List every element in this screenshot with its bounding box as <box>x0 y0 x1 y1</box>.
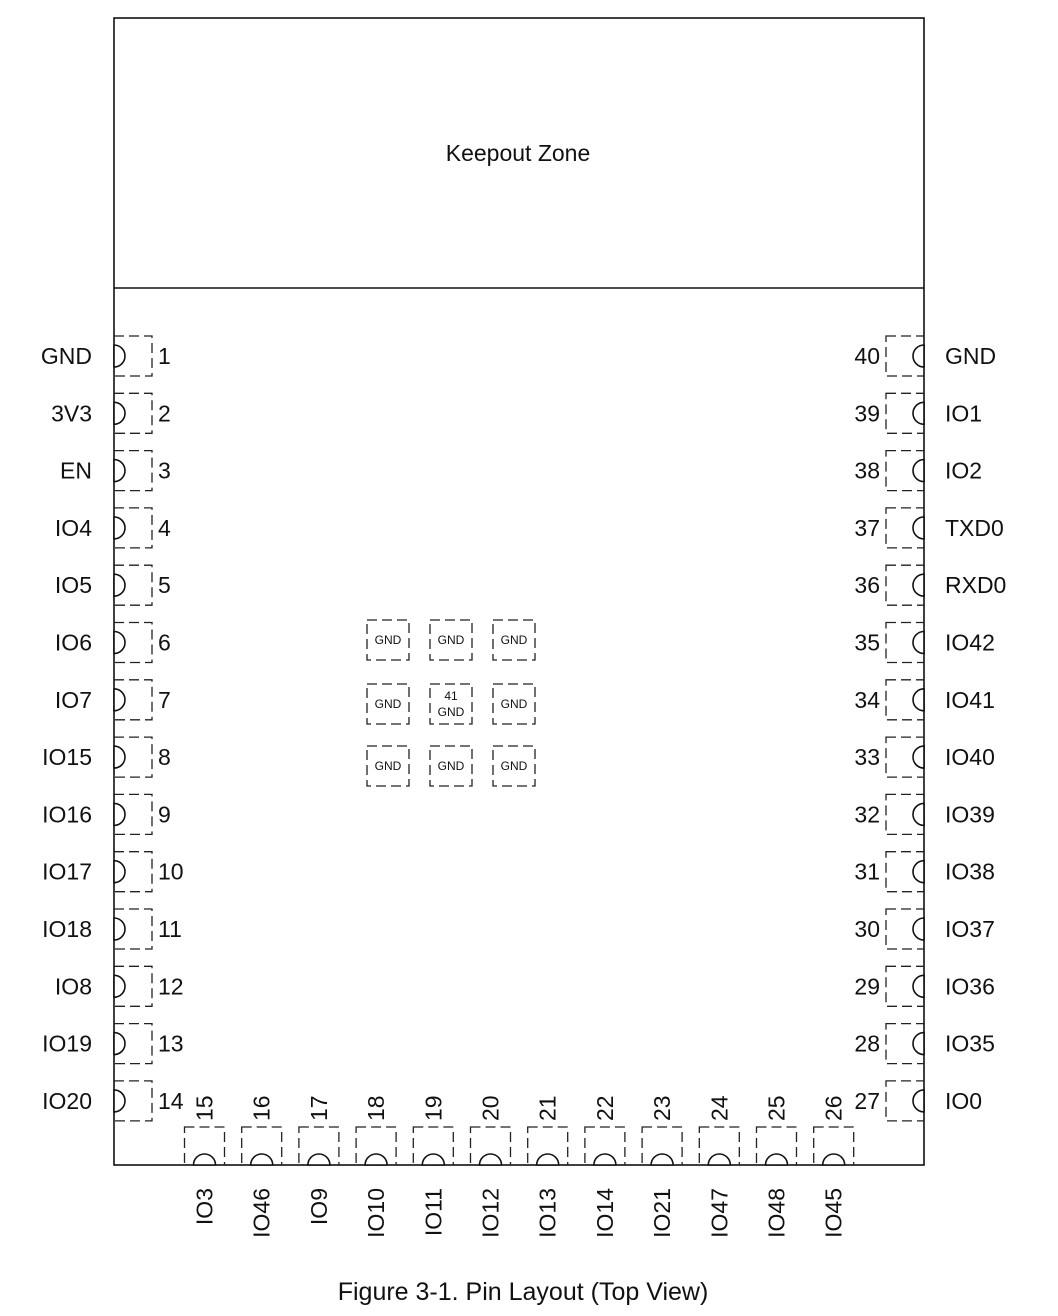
castellation-icon <box>114 803 125 825</box>
pin-name-label: EN <box>60 457 92 484</box>
castellation-icon <box>913 632 924 654</box>
bottom-pin <box>471 1095 511 1237</box>
left-pin <box>55 623 171 663</box>
castellation-icon <box>913 1033 924 1055</box>
pin-number-label: 15 <box>191 1095 218 1121</box>
bottom-pin <box>242 1095 282 1237</box>
figure-caption: Figure 3-1. Pin Layout (Top View) <box>337 1278 709 1306</box>
castellation-icon <box>913 689 924 711</box>
castellation-icon <box>913 803 924 825</box>
castellation-icon <box>651 1154 673 1165</box>
castellation-icon <box>308 1154 330 1165</box>
right-pin <box>854 1081 982 1121</box>
bottom-pin <box>814 1095 854 1237</box>
castellation-icon <box>537 1154 559 1165</box>
pin-name-label: IO12 <box>477 1188 504 1238</box>
pin-name-label: IO21 <box>649 1188 676 1238</box>
castellation-icon <box>913 402 924 424</box>
pin-name-label: IO42 <box>945 629 995 656</box>
pin-name-label: IO13 <box>534 1188 561 1238</box>
pin-number-label: 9 <box>158 801 171 828</box>
ground-pad <box>430 620 472 660</box>
pin-name-label: TXD0 <box>945 514 1004 541</box>
castellation-icon <box>913 460 924 482</box>
ground-pad-grid <box>367 620 535 786</box>
bottom-pin <box>185 1095 225 1225</box>
ground-pad <box>493 746 535 786</box>
left-pin <box>55 565 171 605</box>
pin-name-label: IO3 <box>191 1188 218 1226</box>
pin-number-label: 5 <box>158 572 171 599</box>
pin-number-label: 1 <box>158 343 171 369</box>
pin-name-label: GND <box>945 343 997 369</box>
pin-number-label: 32 <box>854 801 880 828</box>
pin-number-label: 3 <box>158 457 171 484</box>
pad-label: GND <box>374 759 402 773</box>
pin-number-label: 38 <box>854 457 880 484</box>
pad-label: GND <box>374 633 402 647</box>
pin-number-label: 35 <box>854 629 880 656</box>
pin-number-label: 17 <box>305 1095 332 1121</box>
pin-name-label: IO10 <box>363 1188 390 1238</box>
pin-name-label: IO0 <box>945 1087 983 1114</box>
left-pin <box>42 1081 184 1121</box>
pin-number-label: 20 <box>477 1095 504 1121</box>
castellation-icon <box>365 1154 387 1165</box>
castellation-icon <box>114 345 125 367</box>
pin-name-label: IO1 <box>945 400 983 427</box>
left-pin <box>42 909 182 949</box>
bottom-pin-row <box>185 1095 854 1238</box>
pin-name-label: IO48 <box>763 1188 790 1238</box>
castellation-icon <box>114 460 125 482</box>
left-pin <box>51 393 171 433</box>
castellation-icon <box>114 746 125 768</box>
pin-number-label: 4 <box>158 514 171 541</box>
castellation-icon <box>114 574 125 596</box>
left-pin-column <box>41 336 184 1121</box>
pin-number-label: 13 <box>158 1030 184 1057</box>
pad-label: GND <box>500 759 528 773</box>
pin-name-label: IO7 <box>54 686 92 713</box>
bottom-pin <box>528 1095 568 1237</box>
bottom-pin <box>585 1095 625 1237</box>
pin-number-label: 12 <box>158 973 184 1000</box>
pin-number-label: 10 <box>158 858 184 885</box>
castellation-icon <box>594 1154 616 1165</box>
castellation-icon <box>114 632 125 654</box>
castellation-icon <box>114 1033 125 1055</box>
pin-number-label: 37 <box>854 514 880 541</box>
castellation-icon <box>913 517 924 539</box>
pin-name-label: IO14 <box>591 1188 618 1238</box>
pad-label: GND <box>437 759 465 773</box>
right-pin <box>854 451 982 491</box>
module-body <box>114 18 924 1165</box>
pin-number-label: 14 <box>158 1087 184 1114</box>
pad-label: GND <box>500 697 528 711</box>
pin-number-label: 22 <box>591 1095 618 1121</box>
castellation-icon <box>480 1154 502 1165</box>
pin-name-label: IO39 <box>945 801 995 828</box>
ground-pad <box>367 746 409 786</box>
left-pin <box>42 1024 183 1064</box>
right-pin <box>854 336 996 376</box>
pin-number-label: 25 <box>763 1095 790 1121</box>
pad-number-label: 41 <box>444 689 458 703</box>
ground-pad <box>430 684 472 724</box>
pin-name-label: IO9 <box>305 1188 332 1226</box>
ground-pad <box>367 620 409 660</box>
castellation-icon <box>823 1154 845 1165</box>
pad-label: GND <box>500 633 528 647</box>
bottom-pin <box>757 1095 797 1237</box>
bottom-pin <box>699 1095 739 1238</box>
castellation-icon <box>251 1154 273 1165</box>
pin-name-label: IO46 <box>248 1188 275 1238</box>
pad-label: GND <box>437 633 465 647</box>
pin-name-label: IO47 <box>706 1188 733 1238</box>
left-pin <box>55 966 184 1006</box>
pin-number-label: 21 <box>534 1095 561 1121</box>
pin-number-label: 23 <box>649 1095 676 1121</box>
pin-number-label: 31 <box>854 858 880 885</box>
ground-pad <box>367 684 409 724</box>
castellation-icon <box>913 918 924 940</box>
right-pin <box>854 393 982 433</box>
bottom-pin <box>642 1095 682 1237</box>
bottom-pin <box>356 1095 396 1237</box>
ground-pad <box>493 620 535 660</box>
pin-number-label: 30 <box>854 916 880 942</box>
right-pin <box>854 508 1003 548</box>
pin-name-label: IO2 <box>945 457 983 484</box>
ground-pad <box>430 746 472 786</box>
pin-name-label: IO6 <box>54 629 92 656</box>
pin-name-label: IO37 <box>945 916 995 942</box>
pin-name-label: IO36 <box>945 973 995 1000</box>
castellation-icon <box>913 861 924 883</box>
castellation-icon <box>114 517 125 539</box>
pin-number-label: 34 <box>854 686 880 713</box>
castellation-icon <box>913 574 924 596</box>
pin-name-label: IO11 <box>420 1188 447 1237</box>
left-pin <box>41 336 171 376</box>
pin-name-label: IO20 <box>42 1087 92 1114</box>
pin-name-label: RXD0 <box>945 572 1007 599</box>
pin-name-label: IO45 <box>820 1188 847 1238</box>
pin-number-label: 27 <box>854 1087 880 1114</box>
pin-name-label: IO38 <box>945 858 995 885</box>
castellation-icon <box>194 1154 216 1165</box>
pin-number-label: 28 <box>854 1030 880 1057</box>
pin-number-label: 16 <box>248 1095 275 1121</box>
pin-name-label: IO16 <box>42 801 92 828</box>
castellation-icon <box>114 1090 125 1112</box>
pad-label: GND <box>437 705 465 719</box>
pin-number-label: 33 <box>854 744 880 771</box>
pin-name-label: IO35 <box>945 1030 995 1057</box>
pin-number-label: 40 <box>854 343 880 369</box>
pin-name-label: IO15 <box>42 744 92 771</box>
left-pin <box>55 508 171 548</box>
castellation-icon <box>913 1090 924 1112</box>
castellation-icon <box>114 689 125 711</box>
pin-name-label: IO17 <box>42 858 92 885</box>
pin-number-label: 6 <box>158 629 171 656</box>
pin-number-label: 39 <box>854 400 880 427</box>
pin-name-label: IO5 <box>54 572 92 599</box>
pin-name-label: IO4 <box>54 514 92 541</box>
pin-name-label: 3V3 <box>51 400 92 427</box>
pin-number-label: 18 <box>363 1095 390 1121</box>
castellation-icon <box>708 1154 730 1165</box>
pin-name-label: IO8 <box>54 973 92 1000</box>
left-pin <box>42 852 183 892</box>
pin-number-label: 24 <box>706 1095 733 1121</box>
left-pin <box>60 451 171 491</box>
castellation-icon <box>913 345 924 367</box>
castellation-icon <box>114 918 125 940</box>
keepout-zone-label: Keepout Zone <box>445 140 591 166</box>
pin-number-label: 7 <box>158 686 171 713</box>
pin-number-label: 11 <box>158 916 182 942</box>
pin-number-label: 26 <box>820 1095 847 1121</box>
pin-number-label: 2 <box>158 400 171 427</box>
pin-number-label: 29 <box>854 973 880 1000</box>
pin-number-label: 8 <box>158 744 171 771</box>
pin-name-label: GND <box>40 343 92 369</box>
castellation-icon <box>913 746 924 768</box>
pin-name-label: IO18 <box>42 916 92 942</box>
pin-name-label: IO19 <box>42 1030 92 1057</box>
ground-pad <box>493 684 535 724</box>
pin-name-label: IO41 <box>945 686 995 713</box>
castellation-icon <box>422 1154 444 1165</box>
module-outline <box>114 18 924 1165</box>
castellation-icon <box>114 861 125 883</box>
left-pin <box>42 737 171 777</box>
castellation-icon <box>913 975 924 997</box>
bottom-pin <box>299 1095 339 1225</box>
pad-label: GND <box>374 697 402 711</box>
pin-number-label: 36 <box>854 572 880 599</box>
castellation-icon <box>766 1154 788 1165</box>
left-pin <box>42 794 171 834</box>
pin-name-label: IO40 <box>945 744 995 771</box>
right-pin-column <box>854 336 1006 1121</box>
pin-number-label: 19 <box>420 1095 447 1121</box>
left-pin <box>55 680 171 720</box>
castellation-icon <box>114 402 125 424</box>
castellation-icon <box>114 975 125 997</box>
right-pin <box>854 565 1006 605</box>
